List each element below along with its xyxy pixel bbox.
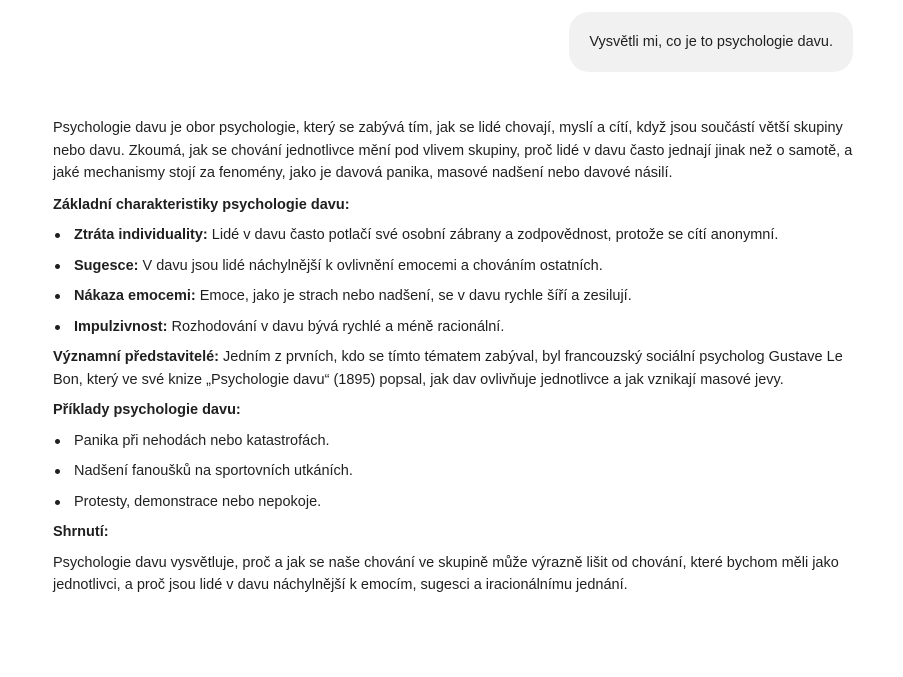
summary-heading: Shrnutí: bbox=[53, 524, 109, 540]
list-item-text: V davu jsou lidé náchylnější k ovlivnění emocemi a chováním ostatních. bbox=[138, 257, 603, 274]
list-item bbox=[53, 285, 853, 308]
list-item-term: Sugesce: bbox=[74, 257, 139, 274]
list-item-text: Lidé v davu často potlačí své osobní zábrany a zodpovědnost, protože se cítí anonymní. bbox=[207, 227, 779, 243]
user-message-text: Vysvětli mi, co je to psychologie davu. bbox=[589, 34, 833, 50]
list-item bbox=[53, 224, 853, 247]
examples-list bbox=[53, 430, 853, 514]
list-item: Nadšení fanoušků na sportovních utkáních. bbox=[53, 460, 853, 483]
representatives-label: Významní představitelé: bbox=[53, 349, 219, 365]
user-message-bubble bbox=[569, 12, 853, 72]
examples-heading: Příklady psychologie davu: bbox=[53, 402, 241, 418]
list-item-term: Ztráta individuality: bbox=[74, 227, 208, 243]
list-item: Panika při nehodách nebo katastrofách. bbox=[53, 430, 853, 453]
list-item bbox=[53, 316, 853, 339]
list-item-text: Emoce, jako je strach nebo nadšení, se v davu rychle šíří a zesilují. bbox=[195, 288, 632, 304]
list-item-term: Impulzivnost: bbox=[74, 318, 168, 335]
representatives-paragraph bbox=[53, 346, 853, 391]
list-item: Protesty, demonstrace nebo nepokoje. bbox=[53, 491, 853, 514]
characteristics-list bbox=[53, 224, 853, 338]
assistant-response bbox=[53, 117, 853, 605]
list-item-term: Nákaza emocemi: bbox=[74, 288, 196, 304]
characteristics-heading: Základní charakteristiky psychologie davu: bbox=[53, 196, 350, 213]
representatives-text: Jedním z prvních, kdo se tímto tématem zabýval, byl francouzský sociální psycholog Gustave Le Bon, který ve své knize „Psychologie davu“ (1895) popsal, jak dav ovlivňuje jednotlivce a jak vznikají masové jevy. bbox=[53, 349, 843, 388]
list-item bbox=[53, 255, 853, 278]
intro-paragraph: Psychologie davu je obor psychologie, který se zabývá tím, jak se lidé chovají, myslí a cítí, když jsou součástí větší skupiny nebo davu. Zkoumá, jak se chování jednotlivce mění pod vlivem skupiny, proč lidé v davu často jednají jinak než o samotě, a jaké mechanismy stojí za fenomény, jako je davová panika, masové nadšení nebo davové násilí. bbox=[53, 120, 853, 181]
list-item-text: Rozhodování v davu bývá rychlé a méně racionální. bbox=[167, 318, 505, 335]
summary-paragraph: Psychologie davu vysvětluje, proč a jak se naše chování ve skupině může výrazně lišit od chování, které bychom měli jako jednotlivci, a proč jsou lidé v davu náchylnější k emocím, sugesci a iracionálnímu jednání. bbox=[53, 554, 839, 593]
